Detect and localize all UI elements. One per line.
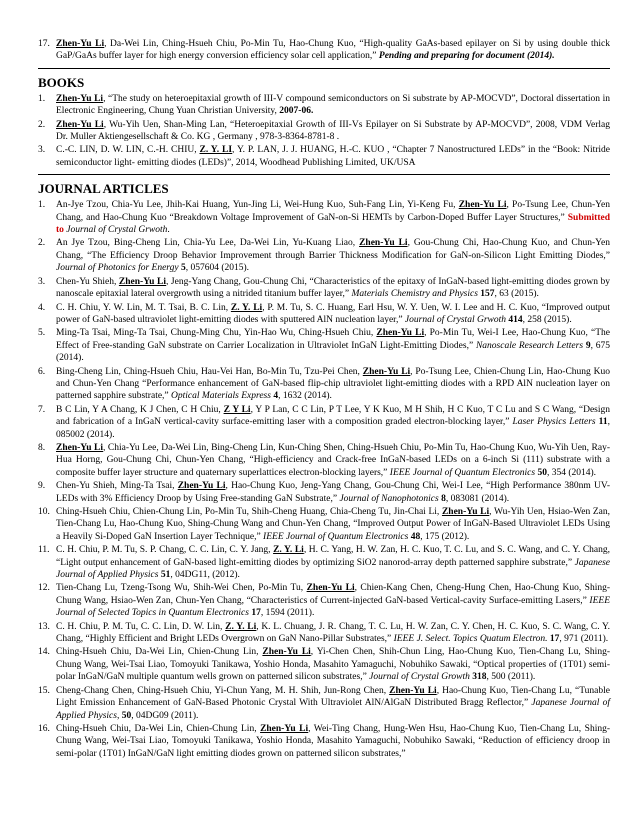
book-entry <box>38 93 610 118</box>
citation-text: IEEE J. Select. Topics Quatum Electron. <box>393 634 548 645</box>
entry-number: 11. <box>38 545 50 556</box>
citation-text: 157 <box>480 289 495 300</box>
citation-text: IEEE Journal of Selected Topics in Quantum Electronics <box>56 595 610 619</box>
author-highlight: Z Y Li <box>223 404 251 415</box>
citation-text: , <box>116 710 122 721</box>
author-highlight: Zhen-Yu Li <box>260 723 309 734</box>
citation-text: , Wu-Yih Uen, Hsiao-Wen Zan, Tien-Chang Lu, Hao-Chung Kuo, Shing-Chung Wang and Chun-Yen Chang, “Improved Output Power of InGaN-Based Ultraviolet LEDs Using a Heavily Si-Doped GaN Insertion Layer Technique,” <box>56 507 611 542</box>
citation-text: , Wei-Ting Chang, Hung-Wen Hsu, Hao-Chung Kuo, Tien-Chang Lu, Shing-Chung Wang, Wei-Tsai Liao, Tomoyuki Tanikawa, Yoshio Honda, Masahito Yamaguchi, Nobuhiko Sawaki, “Reduction of efficiency droop in semi-polar (1T01) InGaN/GaN light emitting diodes grown on patterned silicon substrates,” <box>56 723 611 759</box>
citation-text: Journal of Crystal Grwoth <box>63 225 168 236</box>
citation-text: , H. C. Yang, H. W. Zan, H. C. Kuo, T. C. Lu, and S. C. Wang, and C. Y. Chang, “Light output enhancement of GaN-based light-emitting diodes by optimizing SiO2 nanorod-array depth patterned sapphire substrate,” <box>56 545 610 568</box>
citation-text: , 354 (2014). <box>546 467 597 478</box>
entry-number: 5. <box>38 328 46 339</box>
citation-text: , 085002 (2014). <box>56 417 611 440</box>
citation-text: , “The study on heteroepitaxial growth of III-V compound semiconductors on Si substrate by AP-MOCVD”, Doctoral dissertation in Electronic Engineering, Chung Yuan Christian University, <box>56 93 610 117</box>
citation-text: 2007-06. <box>279 106 314 117</box>
citation-text: Chen-Yu Shieh, Ming-Ta Tsai, <box>56 481 178 492</box>
author-highlight: Zhen-Yu Li <box>376 328 425 339</box>
journal-entry <box>38 302 610 327</box>
author-highlight: Zhen-Yu Li <box>118 276 166 287</box>
journal-entry <box>38 276 610 301</box>
journal-entry <box>38 480 610 505</box>
citation-text: Japanese Journal of Applied Physics <box>56 698 610 721</box>
author-highlight: Zhen-Yu Li <box>306 583 355 594</box>
entry-number: 9. <box>38 481 46 492</box>
author-highlight: Z. Y. Li <box>273 545 304 556</box>
journal-entry <box>38 199 610 236</box>
citation-text: An Jye Tzou, Bing-Cheng Lin, Chia-Yu Lee, Da-Wei Lin, Yu-Kuang Liao, <box>56 238 360 249</box>
author-highlight: Zhen-Yu Li <box>177 481 226 492</box>
citation-text: 4 <box>273 391 279 402</box>
journal-entry <box>38 327 610 364</box>
author-highlight: Z. Y. LI <box>199 145 233 156</box>
citation-text: Journal of Photonics for Energy <box>56 263 179 274</box>
cv-page <box>38 38 610 761</box>
citation-text: , 971 (2011). <box>559 634 609 645</box>
citation-text: , Da-Wei Lin, Ching-Hsueh Chiu, Po-Min Tu, Hao-Chung Kuo, “High-quality GaAs-based epilayer on Si by using double thick GaP/GaAs buffer layer for high energy conversion efficiency solar cell application,” <box>56 39 610 62</box>
citation-text: Japanese Journal of Applied Physics <box>56 557 610 581</box>
author-highlight: Zhen-Yu Li <box>441 507 490 517</box>
citation-text: , 04DG11, (2012). <box>170 570 240 581</box>
citation-text: Bing-Cheng Lin, Ching-Hsueh Chiu, Hau-Vei Han, Bo-Min Tu, Tzu-Pei Chen, <box>56 366 363 377</box>
book-entry <box>38 119 610 144</box>
citation-text: , 083081 (2014). <box>445 493 510 504</box>
citation-text: , Po-Tsung Lee, Chun-Yen Chang, and Hao-Chung Kuo “Breakdown Voltage Improvement of GaN-on-Si HEMTs by Carbon-Doped Buffer Layer Structures,” <box>56 200 610 223</box>
top-entry <box>38 38 610 63</box>
journal-entry <box>38 237 610 274</box>
entry-number: 14. <box>38 647 50 658</box>
citation-text: , Y. P. LAN, J. J. HUANG, H.-C. KUO , “Chapter 7 Nanostructured LEDs” in the “Book: Nitride semiconductor light- emitting diodes (LEDs)”, 2014, Woodhead Publishing Limited, UK/USA <box>56 145 610 168</box>
entry-number: 10. <box>38 507 50 517</box>
citation-text: C. H. Chiu, Y. W. Lin, M. T. Tsai, B. C. Lin, <box>56 302 231 313</box>
citation-text: , Chia-Yu Lee, Da-Wei Lin, Bing-Cheng Lin, Kun-Ching Shen, Ching-Hsueh Chiu, Po-Min Tu, Hao-Chung Kuo, Wu-Yih Uen, Ray-Hua Horng, Gou-Chung Chi, Chun-Yen Chang, “High-efficiency and Crack-free InGaN-based LEDs on a 6-inch Si (111) substrate with a composite buffer layer structure and quaternary superlattices electron-blocking layers,” <box>56 442 611 478</box>
journal-entry <box>38 646 610 683</box>
citation-text: 318 <box>472 672 487 683</box>
citation-text: , Y P Lan, C C Lin, P T Lee, Y K Kuo, M H Shih, H C Kuo, T C Lu and S C Wang, “Design and fabrication of a InGaN vertical-cavity surface-emitting laser with a composition graded electron-blocking layer,” <box>56 404 610 428</box>
citation-text: Laser Physics Letters <box>512 417 596 428</box>
citation-text: , 04DG09 (2011). <box>131 710 199 721</box>
journal-entry <box>38 544 610 581</box>
citation-text: Journal of Nanophotonics <box>339 493 439 504</box>
citation-text: 5 <box>180 263 186 274</box>
journal-entry <box>38 582 610 619</box>
citation-text: Ching-Hsueh Chiu, Da-Wei Lin, Chien-Chung Lin, <box>56 723 261 734</box>
citation-text: Nanoscale Research Letters <box>475 340 584 351</box>
journal-entry <box>38 621 610 646</box>
author-highlight: Zhen-Yu Li <box>56 39 105 49</box>
entry-number: 15. <box>38 685 50 696</box>
citation-text: , 057604 (2015). <box>185 263 250 274</box>
entry-number: 17. <box>38 39 50 49</box>
divider-rule <box>38 174 610 175</box>
citation-text: 11 <box>598 417 608 428</box>
citation-text: , 675 (2014). <box>56 340 610 364</box>
author-highlight: Zhen-Yu Li <box>362 366 411 377</box>
citation-text: , Hao-Chung Kuo, Jeng-Yang Chang, Gou-Chung Chi, Wei-I Lee, “High Performance 380nm UV-LEDs with 3% Efficiency Droop by Using Free-standing GaN Substrate,” <box>56 481 610 504</box>
citation-text: C. H. Chiu, P. M. Tu, C. C. Lin, D. W. Lin, <box>56 621 226 632</box>
citation-text: Pending and preparing for document (2014). <box>378 51 555 62</box>
books-heading: BOOKS <box>38 74 85 90</box>
books-list <box>38 93 610 169</box>
entry-number: 8. <box>38 442 46 453</box>
status-note: Submitted to <box>56 212 610 236</box>
citation-text: Ching-Hsueh Chiu, Chien-Chung Lin, Po-Min Tu, Shih-Cheng Huang, Chia-Cheng Tu, Jin-Chai Li, <box>56 507 442 517</box>
author-highlight: Zhen-Yu Li <box>56 93 104 104</box>
author-highlight: Zhen-Yu Li <box>458 200 507 211</box>
citation-text: , 500 (2011). <box>486 672 536 683</box>
citation-text: 414 <box>508 314 523 325</box>
citation-text: 50 <box>537 467 547 478</box>
citation-text: Ching-Hsueh Chiu, Da-Wei Lin, Chien-Chung Lin, <box>56 647 263 658</box>
citation-text: , 258 (2015). <box>522 314 572 325</box>
author-highlight: Zhen-Yu Li <box>359 238 408 249</box>
citation-text: IEEE Journal of Quantum Electronics <box>263 531 409 542</box>
entry-number: 2. <box>38 238 46 249</box>
citation-text: Journal of Crystal Growth <box>369 672 470 683</box>
citation-text: Journal of Crystal Grwoth <box>404 314 506 325</box>
entry-number: 3. <box>38 145 46 156</box>
publication-entry <box>38 38 610 63</box>
citation-text: Cheng-Chang Chen, Ching-Hsueh Chiu, Yi-Chun Yang, M. H. Shih, Jun-Rong Chen, <box>56 685 390 696</box>
journal-entry <box>38 366 610 403</box>
entry-number: 7. <box>38 404 46 415</box>
citation-text: . <box>167 225 170 236</box>
entry-number: 1. <box>38 93 46 104</box>
citation-text: , Po-Tsung Lee, Chien-Chung Lin, Hao-Chung Kuo and Chun-Yen Chang “Performance enhancement of GaN-based flip-chip ultraviolet light-emitting diodes with a RPD AlN nucleation layer on patterned sapphire substrate,” <box>56 366 611 402</box>
book-entry <box>38 144 610 169</box>
citation-text: , Wu-Yih Uen, Shan-Ming Lan, “Heteroepitaxial Growth of III-Vs Epilayer on Si Substrate by AP-MOCVD”, 2008, VDM Verlag Dr. Muller Aktiengesellschaft & Co. KG , Germany , 978-3-8364-8781-8 . <box>56 119 611 143</box>
citation-text: , 1594 (2011). <box>260 608 315 619</box>
entry-number: 13. <box>38 621 50 632</box>
citation-text: Ming-Ta Tsai, Ming-Ta Tsai, Chung-Ming Chu, Yin-Hao Wu, Ching-Hsueh Chiu, <box>56 328 377 339</box>
author-highlight: Zhen-Yu Li <box>262 647 311 658</box>
entry-number: 3. <box>38 276 46 287</box>
entry-number: 1. <box>38 200 46 211</box>
journal-entry <box>38 442 610 479</box>
citation-text: , Jeng-Yang Chang, Gou-Chung Chi, “Characteristics of the epitaxy of InGaN-based light-emitting diodes grown by nanoscale epitaxial lateral overgrowth using a nitrided titanium buffer layer,” <box>56 276 611 300</box>
author-highlight: Zhen-Yu Li <box>56 119 104 130</box>
journal-entry <box>38 506 610 543</box>
citation-text: , Gou-Chung Chi, Hao-Chung Kuo, and Chun-Yen Chang, “The Efficiency Droop Behavior Improvement through Barrier Thickness Modification for GaN-on-Silicon Light Emitting Diodes,” <box>56 238 610 261</box>
journal-entry <box>38 723 610 760</box>
citation-text: 9 <box>585 340 591 351</box>
author-highlight: Z. Y. Li <box>225 621 257 632</box>
citation-text: Chen-Yu Shieh, <box>56 276 119 287</box>
citation-text: Tien-Chang Lu, Tzeng-Tsong Wu, Shih-Wei Chen, Po-Min Tu, <box>56 583 307 594</box>
citation-text: , Yi-Chen Chen, Shih-Chun Ling, Hao-Chung Kuo, Tien-Chang Lu, Shing-Chung Wang, Wei-Tsai Liao, Tomoyuki Tanikawa, Yoshio Honda, Masahito Yamaguchi, Nobuhiko Sawaki, “Optical properties of (1T01) semi-polar InGaN/GaN multiple quantum wells grown on patterned silicon substrates,” <box>56 647 610 683</box>
citation-text: 17 <box>549 634 560 645</box>
citation-text: IEEE Journal of Quantum Electronics <box>389 467 536 478</box>
citation-text: 50 <box>121 710 132 721</box>
journal-heading: JOURNAL ARTICLES <box>38 181 169 197</box>
journal-articles-list <box>38 199 610 760</box>
citation-text: Optical Materials Express <box>171 391 271 402</box>
citation-text: , 175 (2012). <box>420 531 470 542</box>
citation-text: , Hao-Chung Kuo, Tien-Chang Lu, “Tunable Light Emission Enhancement of GaN-Based Photonic Crystal With Ultraviolet AlN/AlGaN Distributed Bragg Reflector,” <box>56 685 611 709</box>
citation-text: C. H. Chiu, P. M. Tu, S. P. Chang, C. C. Lin, C. Y. Jang, <box>56 545 274 556</box>
entry-number: 6. <box>38 366 46 377</box>
journal-entry <box>38 404 610 441</box>
citation-text: 8 <box>441 493 446 504</box>
citation-text: 51 <box>160 570 171 581</box>
journal-entry <box>38 685 610 722</box>
entry-number: 4. <box>38 302 46 313</box>
citation-text: 48 <box>410 531 421 542</box>
citation-text: Materials Chemistry and Physics <box>351 289 478 300</box>
author-highlight: Zhen-Yu Li <box>389 685 437 696</box>
citation-text: 17 <box>251 608 261 619</box>
citation-text: B C Lin, Y A Chang, K J Chen, C H Chiu, <box>56 404 224 415</box>
citation-text: , Po-Min Tu, Wei-I Lee, Hao-Chung Kuo, “The Effect of Free-standing GaN substrate on Carrier Localization in Ultraviolet InGaN Light-Emitting Diodes,” <box>56 328 610 351</box>
citation-text: , 63 (2015). <box>494 289 539 300</box>
citation-text: C.-C. LIN, D. W. LIN, C.-H. CHIU, <box>56 145 200 156</box>
author-highlight: Z. Y. Li <box>230 302 263 313</box>
entry-number: 2. <box>38 119 46 130</box>
divider-rule <box>38 68 610 69</box>
entry-number: 12. <box>38 583 50 594</box>
citation-text: , Chien-Kang Chen, Cheng-Hung Chen, Hao-Chung Kuo, Shing-Chung Wang, Hsiao-Wen Zan, Chun-Yen Chang, “Characteristics of Current-injected GaN-based Vertical-cavity Surface-emitting Lasers,” <box>56 583 611 606</box>
citation-text: , 1632 (2014). <box>278 391 332 402</box>
citation-text: An-Jye Tzou, Chia-Yu Lee, Jhih-Kai Huang, Yun-Jing Li, Wei-Hung Kuo, Suh-Fang Lin, Yi-Keng Fu, <box>56 200 459 211</box>
citation-text: , K. L. Chuang, J. R. Chang, T. C. Lu, H. W. Zan, C. Y. Chen, H. C. Kuo, S. C. Wang, C. Y. Chang, “Highly Efficient and Bright LEDs Overgrown on GaN Nano-Pillar Substrates,” <box>56 621 610 645</box>
citation-text: , P. M. Tu, S. C. Huang, Earl Hsu, W. Y. Uen, W. I. Lee and H. C. Kuo, “Improved output power of GaN-based ultraviolet light-emitting diodes with sputtered AlN nucleation layer,” <box>56 302 610 325</box>
entry-number: 16. <box>38 723 50 734</box>
author-highlight: Zhen-Yu Li <box>56 442 104 453</box>
